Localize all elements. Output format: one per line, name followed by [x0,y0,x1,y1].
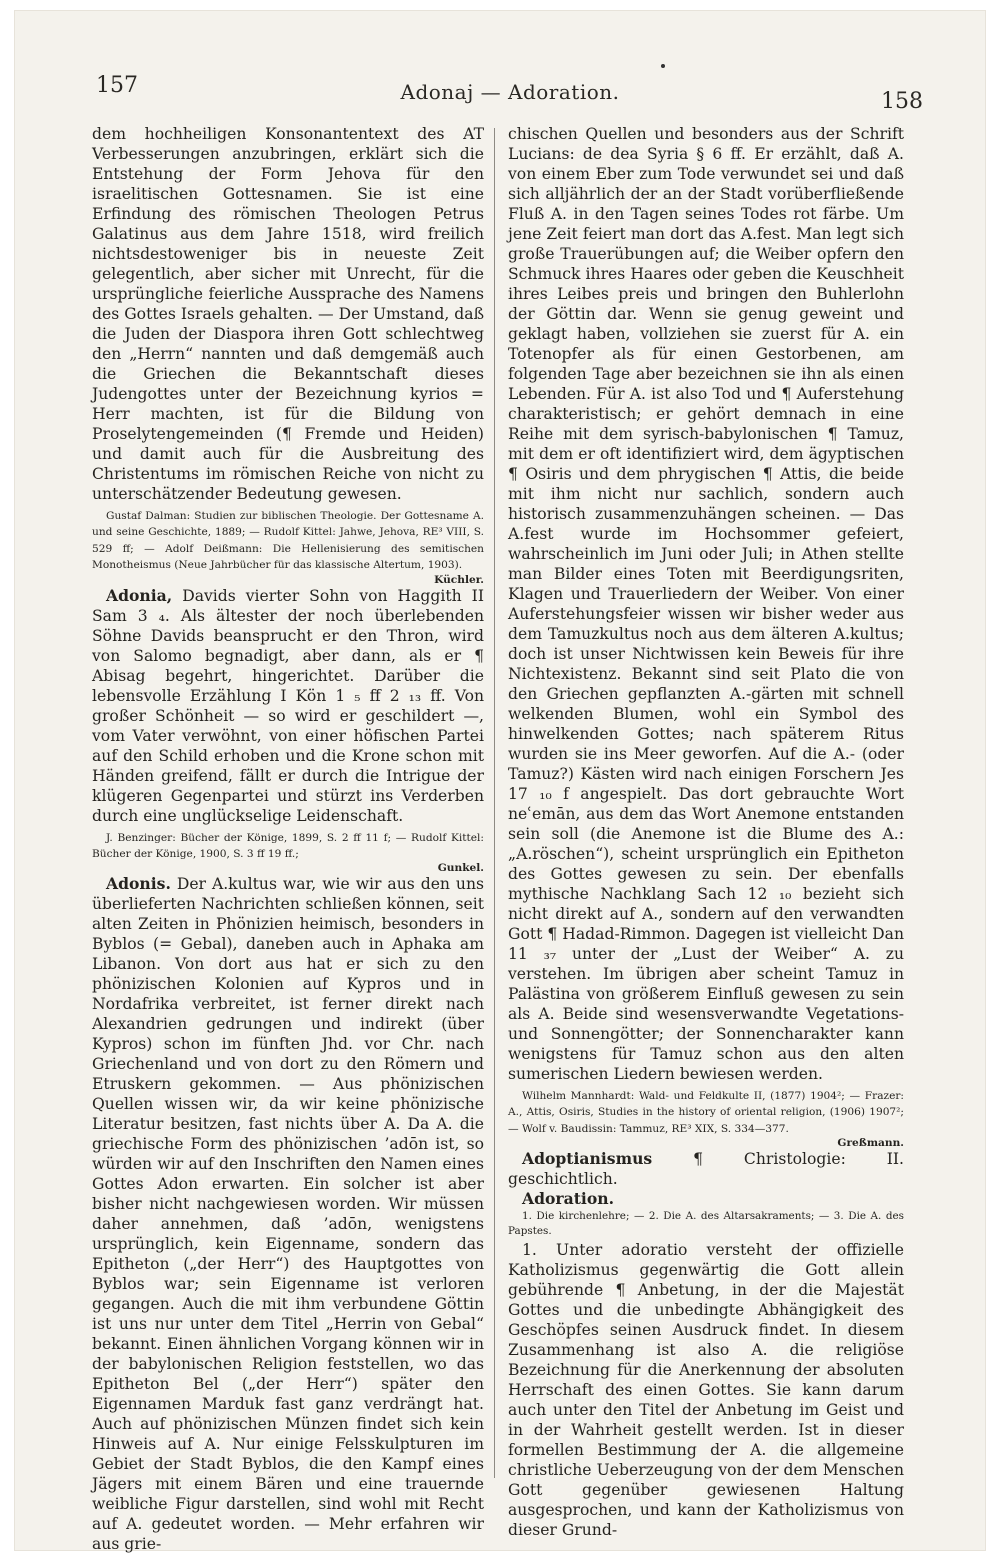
page-number-left: 157 [96,73,138,98]
adoptianismus-text: ¶ Christologie: II. geschichtlich. [508,1150,904,1189]
entry-adoptianismus [508,1149,904,1189]
adoration-toc: 1. Die kirchenlehre; — 2. Die A. des Altarsakraments; — 3. Die A. des Papstes. [508,1210,904,1238]
entry-adonia [92,586,484,826]
literature-adonia: J. Benzinger: Bücher der Könige, 1899, S. 2 ff 11 f; — Rudolf Kittel: Bücher der Könige, 1900, S. 3 ff 19 ff.; [92,831,484,861]
literature-adonis: Wilhelm Mannhardt: Wald- und Feldkulte II, (1877) 1904²; — Frazer: A., Attis, Osiris, Studies in the history of oriental religion, (1906) 1907²; — Wolf v. Baudissin: Tammuz, RE³ XIX, S. 334—377. [508,1090,904,1135]
adoration-text: 1. Unter adoratio versteht der offizielle Katholizismus gegenwärtig die Gott allein gebührende ¶ Anbetung, in der die Majestät Gottes und die unbedingte Abhängigkeit des Geschöpfes seinen Ausdruck findet. In diesem Zusammenhang ist also A. die religiöse Bezeichnung für die Anerkennung der absoluten Herrschaft des einen Gottes. Sie kann darum auch unter den Titel der Anbetung im Geist und in der Wahrheit gestellt werden. Ist in dieser formellen Bestimmung der A. die allgemeine christliche Ueberzeugung von der dem Menschen Gott gegenüber gewiesenen Haltung ausgesprochen, und kann der Katholizismus von dieser Grund- [508,1240,904,1539]
paragraph-adonaj-end: dem hochheiligen Konsonantentext des AT Verbesserungen anzubringen, erklärt sich die Entstehung der Form Jehova für den israelitischen Gottesnamen. Sie ist eine Erfindung des römischen Theologen Petrus Galatinus aus dem Jahre 1518, wird freilich nichtsdestoweniger bis in neueste Zeit gelegentlich, aber sicher mit Unrecht, für die ursprüngliche feierliche Aussprache des Namens des Gottes Israels gehalten. — Der Umstand, daß die Juden der Diaspora ihren Gott schlechtweg den „Herrn“ nannten und daß demgemäß auch die Griechen die Bekanntschaft dieses Judengottes unter der Bezeichnung kyrios = Herr machten, ist für die Bildung von Proselytengemeinden (¶ Fremde und Heiden) und damit auch für die Ausbreitung des Christentums im römischen Reiche von nicht zu unterschätzender Bedeutung gewesen. [92,125,484,503]
headword-adonis: Adonis. [106,874,171,894]
column-divider [494,128,495,1478]
author-kuechler: Küchler. [434,573,484,586]
ink-dot [661,64,665,68]
right-column [508,124,904,1540]
paragraph-adonis-continued: chischen Quellen und besonders aus der Schrift Lucians: de dea Syria § 6 ff. Er erzählt, daß A. von einem Eber zum Tode verwundet sei und daß sich alljährlich der an der Stadt vorüberfließende Fluß A. in den Tagen seines Todes rot färbe. Um jene Zeit feiert man dort das A.fest. Man legt sich große Trauerübungen auf; die Weiber opfern den Schmuck ihres Haares oder geben die Keuschheit ihres Leibes preis und bringen den Buhlerlohn der Göttin dar. Wenn sie genug geweint und geklagt haben, vollziehen sie zuerst für A. ein Totenopfer als für einen Gestorbenen, am folgenden Tage aber bezeichnen sie ihn als einen Lebenden. Für A. ist also Tod und ¶ Auferstehung charakteristisch; er gehört demnach in eine Reihe mit dem syrisch-babylonischen ¶ Tamuz, mit dem er oft identifiziert wird, dem ägyptischen ¶ Osiris und dem phrygischen ¶ Attis, die beide mit ihm nicht nur sachlich, sondern auch historisch zusammenzuhängen scheinen. — Das A.fest wurde im Hochsommer gefeiert, wahrscheinlich im Juni oder Juli; in Athen stellte man Bilder eines Toten mit Beerdigungsriten, Klagen und Trauerliedern der Weiber. Von einer Auferstehungsfeier wissen wir bisher weder aus dem Tamuzkultus noch aus dem älteren A.kultus; doch ist unser Nichtwissen kein Beweis für ihre Nichtexistenz. Bekannt sind seit Plato die von den Griechen gepflanzten A.-gärten mit schnell welkenden Blumen, wohl ein Symbol des hinwelkenden Gottes; nach späterem Ritus wurden sie ins Meer geworfen. Auf die A.- (oder Tamuz?) Kästen wird nach einigen Forschern Jes 17 ₁₀ f angespielt. Das dort gebrauchte Wort neʿemān, aus dem das Wort Anemone entstanden sein soll (die Anemone ist die Blume des A.: „A.röschen“), scheint ursprünglich ein Epitheton des Gottes gewesen zu sein. Der ebenfalls mythische Nachklang Sach 12 ₁₀ bezieht sich nicht direkt auf A., sondern auf den verwandten Gott ¶ Hadad-Rimmon. Dagegen ist vielleicht Dan 11 ₃₇ unter der „Lust der Weiber“ A. zu verstehen. Im übrigen aber scheint Tamuz in Palästina von größerem Einfluß gewesen zu sein als A. Beide sind wesensverwandte Vegetations- und Sonnengötter; der Sonnencharakter kann wenigstens für Tamuz schon aus den alten sumerischen Liedern bewiesen werden. [508,125,904,1083]
running-title: Adonaj — Adoration. [400,80,620,104]
adonia-text: Davids vierter Sohn von Haggith II Sam 3 ₄. Als ältester der noch überlebenden Söhne Davids beansprucht er den Thron, wird von Salomo begnadigt, aber dann, als er ¶ Abisag begehrt, hingerichtet. Darüber die lebensvolle Erzählung I Kön 1 ₅ ff 2 ₁₃ ff. Von großer Schönheit — so wird er geschildert —, vom Vater verwöhnt, von einer höfischen Partei auf den Schild erhoben und die Krone schon mit Händen greifend, fällt er durch die Intrigue der klügeren Gegenpartei und stürzt ins Verderben durch eine unglückselige Leidenschaft. [92,586,484,825]
headword-adoration: Adoration. [522,1189,615,1209]
headword-adonia: Adonia, [106,585,173,605]
author-gressmann: Greßmann. [837,1137,904,1150]
headword-adoptianismus: Adoptianismus [522,1149,653,1169]
author-gunkel: Gunkel. [437,862,484,875]
page-number-right: 158 [881,89,923,114]
left-column [92,124,484,1554]
adonis-text: Der A.kultus war, wie wir aus den uns überlieferten Nachrichten schließen können, seit alten Zeiten in Phönizien heimisch, besonders in Byblos (= Gebal), daneben auch in Aphaka am Libanon. Von dort aus hat er sich zu den phönizischen Kolonien auf Kypros und in Nordafrika verbreitet, ist ferner direkt nach Alexandrien gedrungen und indirekt (über Kypros) schon im fünften Jhd. vor Chr. nach Griechenland und von dort zu den Römern und Etruskern gekommen. — Aus phönizischen Quellen wissen wir, da wir keine phönizische Literatur besitzen, fast nichts über A. Da A. die griechische Form des phönizischen ’adōn ist, so würden wir auf den Inschriften den Namen eines Gottes Adon erwarten. Ein solcher ist aber bisher nicht nachgewiesen worden. Wir müssen daher annehmen, daß ’adōn, wenigstens ursprünglich, kein Eigenname, sondern das Epitheton („der Herr“) des Hauptgottes von Byblos war; sein Eigenname ist verloren gegangen. Auch die mit ihm verbundene Göttin ist uns nur unter dem Titel „Herrin von Gebal“ bekannt. Einen ähnlichen Vorgang können wir in der babylonischen Religion feststellen, wo das Epitheton Bel („der Herr“) später den Eigennamen Marduk fast ganz verdrängt hat. Auch auf phönizischen Münzen findet sich kein Hinweis auf A. Nur einige Felsskulpturen im Gebiet der Stadt Byblos, die den Kampf eines Jägers mit einem Bären und eine trauernde weibliche Figur darstellen, sind wohl mit Recht auf A. gedeutet worden. — Mehr erfahren wir aus grie- [92,875,484,1554]
entry-adonis [92,874,484,1554]
literature-adonaj: Gustaf Dalman: Studien zur biblischen Theologie. Der Gottesname A. und seine Geschichte, 1889; — Rudolf Kittel: Jahwe, Jehova, RE³ VIII, S. 529 ff; — Adolf Deißmann: Die Hellenisierung des semitischen Monotheismus (Neue Jahrbücher für das klassische Altertum, 1903). [92,510,484,572]
